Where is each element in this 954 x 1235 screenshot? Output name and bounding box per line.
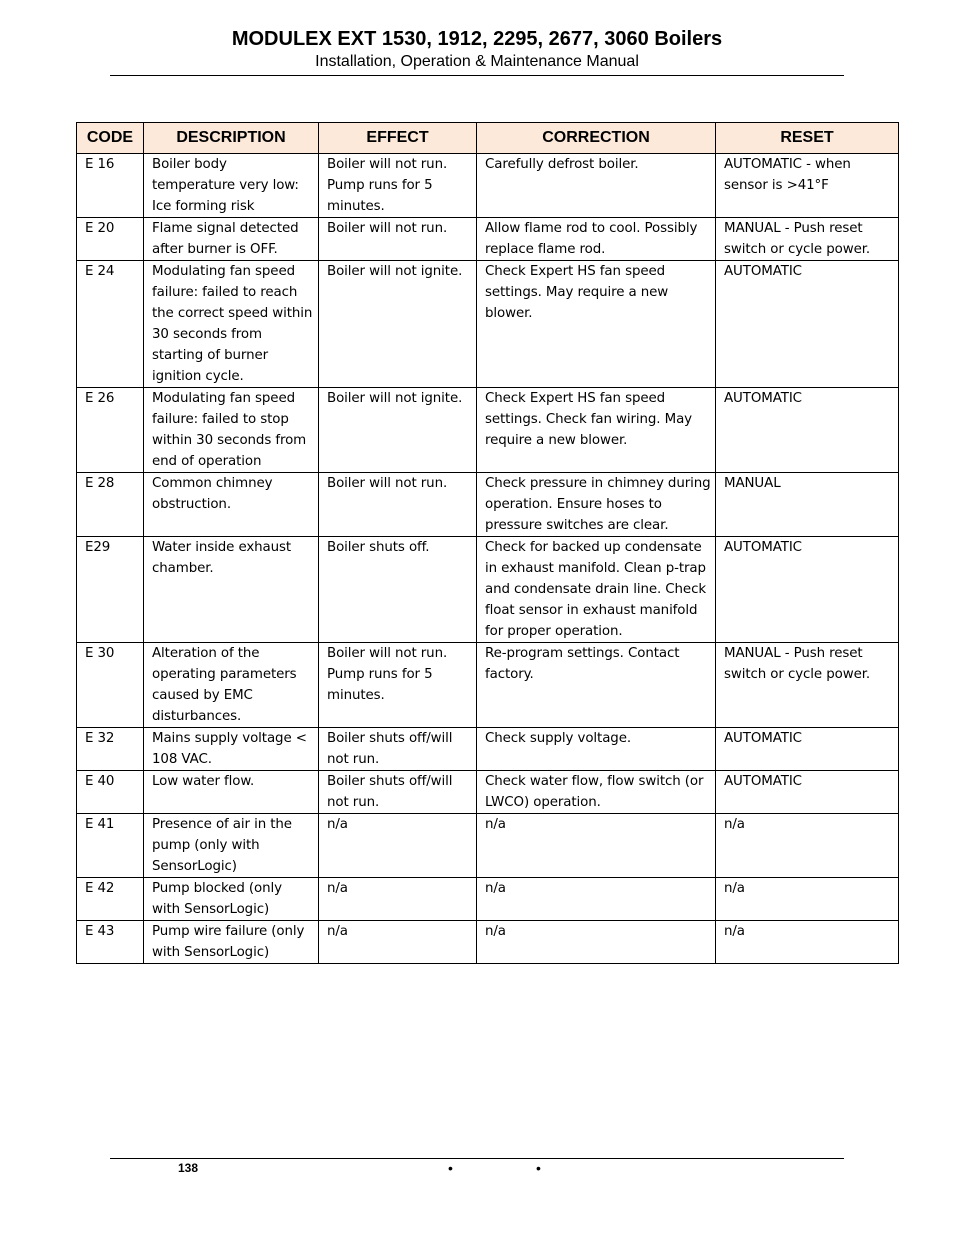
table-row xyxy=(77,537,899,643)
code-cell: E 16 xyxy=(77,154,144,218)
description-cell: Modulating fan speed failure: failed to reach the correct speed within 30 seconds from starting of burner ignition cycle. xyxy=(144,261,319,388)
reset-cell: AUTOMATIC xyxy=(716,388,899,473)
correction-cell: Check water flow, flow switch (or LWCO) operation. xyxy=(477,771,716,814)
page-number: 138 xyxy=(178,1161,199,1175)
effect-cell: Boiler will not ignite. xyxy=(319,388,477,473)
description-cell: Boiler body temperature very low: Ice forming risk xyxy=(144,154,319,218)
correction-cell: Check Expert HS fan speed settings. Check fan wiring. May require a new blower. xyxy=(477,388,716,473)
effect-cell: Boiler will not run. Pump runs for 5 minutes. xyxy=(319,643,477,728)
correction-cell: Allow flame rod to cool. Possibly replace flame rod. xyxy=(477,218,716,261)
table-row xyxy=(77,921,899,964)
correction-cell: Re-program settings. Contact factory. xyxy=(477,643,716,728)
code-cell: E 40 xyxy=(77,771,144,814)
correction-cell: n/a xyxy=(477,814,716,878)
reset-cell: n/a xyxy=(716,814,899,878)
table-row xyxy=(77,154,899,218)
reset-cell: AUTOMATIC xyxy=(716,261,899,388)
effect-cell: n/a xyxy=(319,921,477,964)
document-subtitle: Installation, Operation & Maintenance Manual xyxy=(315,53,639,70)
effect-cell: n/a xyxy=(319,878,477,921)
header-divider xyxy=(110,75,844,76)
effect-cell: Boiler will not run. xyxy=(319,218,477,261)
code-cell: E 41 xyxy=(77,814,144,878)
footer-bullet: • xyxy=(536,1160,541,1176)
error-code-table xyxy=(76,122,899,964)
reset-cell: AUTOMATIC xyxy=(716,728,899,771)
correction-cell: n/a xyxy=(477,921,716,964)
table-header-row xyxy=(77,123,899,154)
correction-cell: n/a xyxy=(477,878,716,921)
table-row xyxy=(77,771,899,814)
description-cell: Presence of air in the pump (only with SensorLogic) xyxy=(144,814,319,878)
correction-cell: Check Expert HS fan speed settings. May require a new blower. xyxy=(477,261,716,388)
effect-cell: Boiler shuts off/will not run. xyxy=(319,728,477,771)
column-header-effect: EFFECT xyxy=(319,123,477,154)
reset-cell: AUTOMATIC xyxy=(716,771,899,814)
column-header-code: CODE xyxy=(77,123,144,154)
table-row xyxy=(77,218,899,261)
page-header xyxy=(110,26,844,72)
table-row xyxy=(77,878,899,921)
column-header-reset: RESET xyxy=(716,123,899,154)
code-cell: E 28 xyxy=(77,473,144,537)
code-cell: E 32 xyxy=(77,728,144,771)
effect-cell: Boiler will not run. xyxy=(319,473,477,537)
description-cell: Pump blocked (only with SensorLogic) xyxy=(144,878,319,921)
table-row xyxy=(77,473,899,537)
reset-cell: MANUAL - Push reset switch or cycle power. xyxy=(716,643,899,728)
correction-cell: Check pressure in chimney during operation. Ensure hoses to pressure switches are clear. xyxy=(477,473,716,537)
description-cell: Flame signal detected after burner is OFF. xyxy=(144,218,319,261)
correction-cell: Carefully defrost boiler. xyxy=(477,154,716,218)
reset-cell: MANUAL xyxy=(716,473,899,537)
footer-divider xyxy=(110,1158,844,1159)
description-cell: Common chimney obstruction. xyxy=(144,473,319,537)
description-cell: Alteration of the operating parameters caused by EMC disturbances. xyxy=(144,643,319,728)
table-row xyxy=(77,643,899,728)
code-cell: E 43 xyxy=(77,921,144,964)
table-row xyxy=(77,728,899,771)
footer-bullet: • xyxy=(448,1160,453,1176)
effect-cell: Boiler will not run. Pump runs for 5 minutes. xyxy=(319,154,477,218)
document-title: MODULEX EXT 1530, 1912, 2295, 2677, 3060 Boilers xyxy=(231,28,723,50)
effect-cell: n/a xyxy=(319,814,477,878)
description-cell: Modulating fan speed failure: failed to stop within 30 seconds from end of operation xyxy=(144,388,319,473)
reset-cell: AUTOMATIC - when sensor is >41°F xyxy=(716,154,899,218)
reset-cell: n/a xyxy=(716,921,899,964)
reset-cell: AUTOMATIC xyxy=(716,537,899,643)
reset-cell: MANUAL - Push reset switch or cycle power. xyxy=(716,218,899,261)
description-cell: Water inside exhaust chamber. xyxy=(144,537,319,643)
description-cell: Low water flow. xyxy=(144,771,319,814)
description-cell: Mains supply voltage < 108 VAC. xyxy=(144,728,319,771)
code-cell: E 20 xyxy=(77,218,144,261)
effect-cell: Boiler shuts off. xyxy=(319,537,477,643)
column-header-description: DESCRIPTION xyxy=(144,123,319,154)
correction-cell: Check for backed up condensate in exhaust manifold. Clean p-trap and condensate drain line. Check float sensor in exhaust manifold for proper operation. xyxy=(477,537,716,643)
effect-cell: Boiler will not ignite. xyxy=(319,261,477,388)
code-cell: E 42 xyxy=(77,878,144,921)
table-row xyxy=(77,261,899,388)
table-row xyxy=(77,388,899,473)
code-cell: E29 xyxy=(77,537,144,643)
code-cell: E 26 xyxy=(77,388,144,473)
code-cell: E 30 xyxy=(77,643,144,728)
code-cell: E 24 xyxy=(77,261,144,388)
reset-cell: n/a xyxy=(716,878,899,921)
column-header-correction: CORRECTION xyxy=(477,123,716,154)
effect-cell: Boiler shuts off/will not run. xyxy=(319,771,477,814)
correction-cell: Check supply voltage. xyxy=(477,728,716,771)
description-cell: Pump wire failure (only with SensorLogic) xyxy=(144,921,319,964)
table-row xyxy=(77,814,899,878)
